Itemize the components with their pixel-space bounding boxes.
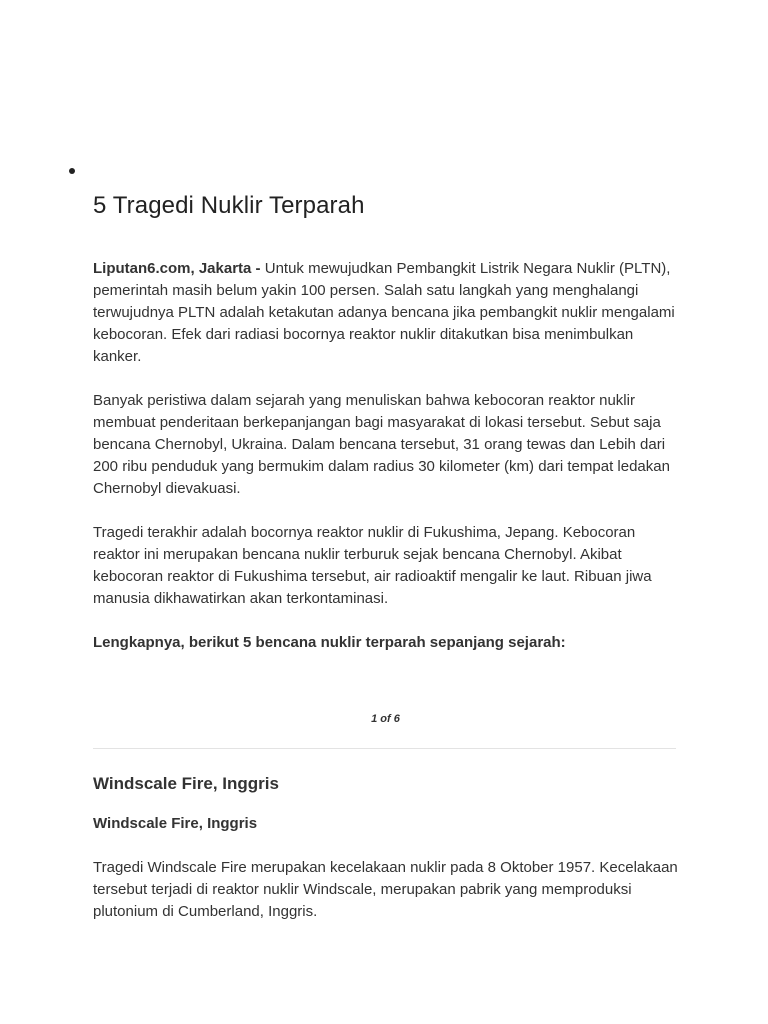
article-title: 5 Tragedi Nuklir Terparah xyxy=(93,192,365,219)
slide-text: Tragedi Windscale Fire merupakan kecelakaan nuklir pada 8 Oktober 1957. Kecelakaan tersebut terjadi di reaktor nuklir Windscale, merupakan pabrik yang memproduksi plutonium di Cumberland, Inggris. xyxy=(93,859,678,920)
article-paragraph-2: Banyak peristiwa dalam sejarah yang menuliskan bahwa kebocoran reaktor nuklir membuat penderitaan berkepanjangan bagi masyarakat di lokasi tersebut. Sebut saja bencana Chernobyl, Ukraina. Dalam bencana tersebut, 31 orang tewas dan Lebih dari 200 ribu penduduk yang bermukim dalam radius 30 kilometer (km) dari tempat ledakan Chernobyl dievakuasi. xyxy=(93,392,670,497)
paragraph-1-text: Untuk mewujudkan Pembangkit Listrik Negara Nuklir (PLTN), pemerintah masih belum yakin 100 persen. Salah satu langkah yang menghalangi terwujudnya PLTN adalah ketakutan adanya bencana jika pembangkit nuklir mengalami kebocoran. Efek dari radiasi bocornya reaktor nuklir ditakutkan bisa menimbulkan kanker. xyxy=(93,260,675,365)
article-paragraph-1 xyxy=(93,258,678,368)
slide-pager: 1 of 6 xyxy=(371,713,400,725)
article-content xyxy=(93,188,678,923)
list-bullet xyxy=(69,168,75,174)
slide-title: Windscale Fire, Inggris xyxy=(93,774,279,793)
lead-source: Liputan6.com, Jakarta - xyxy=(93,260,261,277)
divider xyxy=(93,748,676,749)
slide-subtitle: Windscale Fire, Inggris xyxy=(93,815,258,832)
article-paragraph-3: Tragedi terakhir adalah bocornya reaktor nuklir di Fukushima, Jepang. Kebocoran reaktor ini merupakan bencana nuklir terburuk sejak bencana Chernobyl. Akibat kebocoran reaktor di Fukushima tersebut, air radioaktif mengalir ke laut. Ribuan jiwa manusia dikhawatirkan akan terkontaminasi. xyxy=(93,524,652,607)
article-paragraph-4: Lengkapnya, berikut 5 bencana nuklir terparah sepanjang sejarah: xyxy=(93,634,566,651)
